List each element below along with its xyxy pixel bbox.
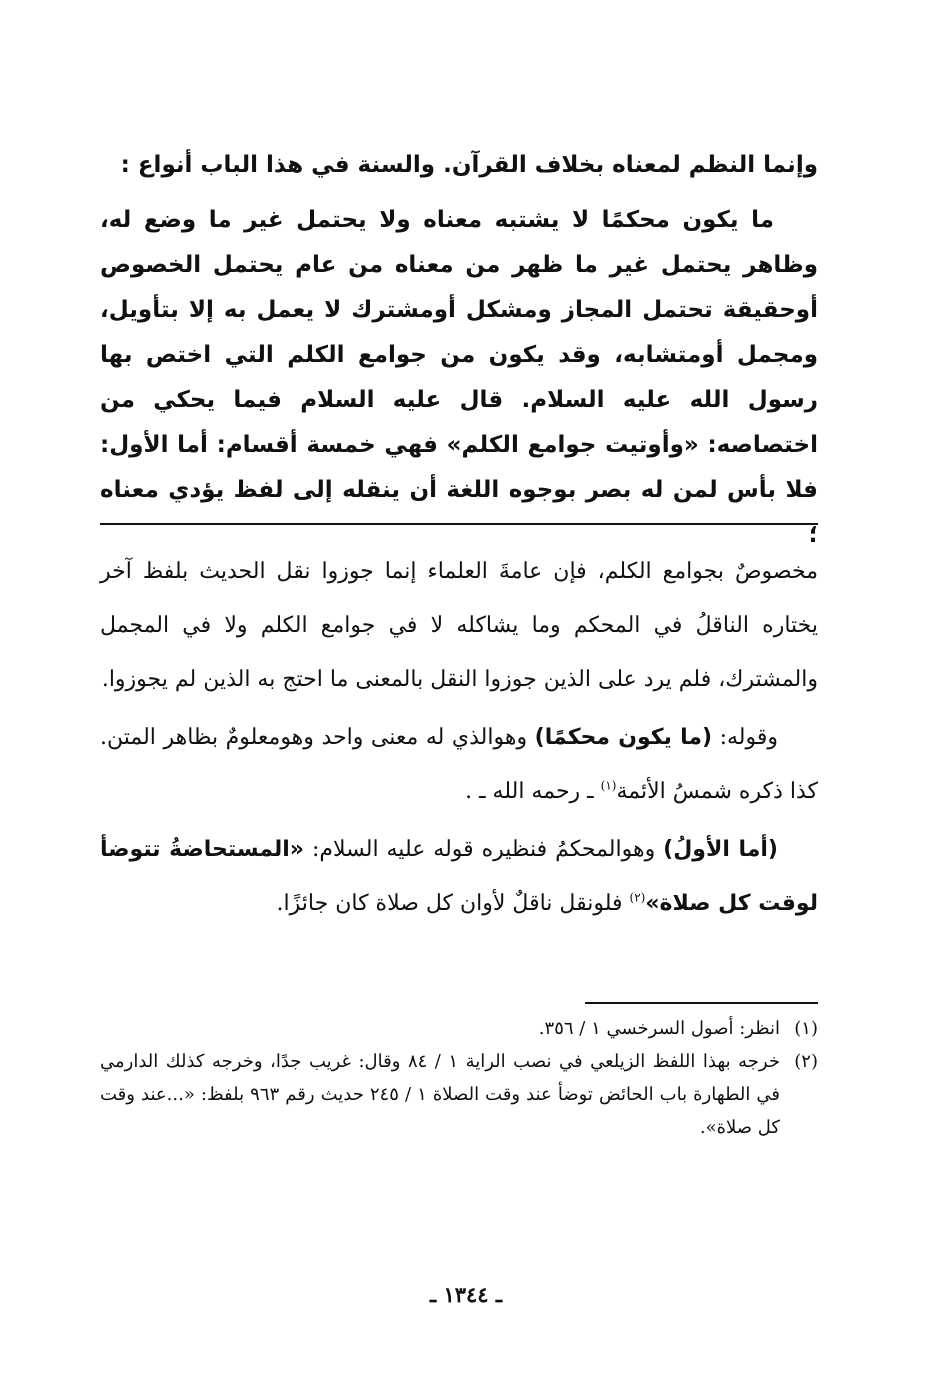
commentary-paragraph-2 — [100, 711, 818, 819]
commentary-p2-quote: (ما يكون محكمًا) — [534, 725, 713, 750]
commentary-p3-hadith: «المستحاضةُ تتوضأ لوقت كل صلاة» — [100, 837, 818, 916]
commentary-p3-mid: وهوالمحكمُ فنظيره قوله عليه السلام: — [311, 837, 656, 862]
footnote-number: (٢) — [794, 1051, 818, 1072]
page-number: ـ ١٣٤٤ ـ — [429, 1282, 503, 1307]
commentary-p2-pre: وقوله: — [719, 725, 778, 750]
footnote-ref-2[interactable]: (٢) — [629, 890, 646, 905]
footnote-number: (١) — [794, 1018, 818, 1039]
footnote-1 — [100, 1012, 818, 1045]
commentary-p2-post: ـ رحمه الله ـ . — [465, 779, 594, 804]
footnote-2 — [100, 1045, 818, 1144]
commentary-text — [100, 545, 818, 931]
commentary-paragraph-1: مخصوصٌ بجوامع الكلم، فإن عامةَ العلماء إنما جوزوا نقل الحديث بلفظ آخر يختاره الناقلُ في المحكم وما يشاكله لا في جوامع الكلم ولا في المجمل والمشترك، فلم يرد على الذين جوزوا النقل بالمعنى ما احتج به الذين لم يجوزوا. — [100, 559, 818, 692]
footnote-text: خرجه بهذا اللفظ الزيلعي في نصب الراية ١ / ٨٤ وقال: غريب جدًا، وخرجه كذلك الدارمي في الطهارة باب الحائض توضأ عند وقت الصلاة ١ / ٢٤٥ حديث رقم ٩٦٣ بلفظ: «...عند وقت كل صلاة». — [100, 1051, 780, 1138]
footnotes — [100, 1012, 818, 1144]
commentary-paragraph-3 — [100, 823, 818, 931]
text-separator-line — [100, 523, 818, 525]
footnote-ref-1[interactable]: (١) — [600, 778, 617, 793]
commentary-p3-post: فلونقل ناقلٌ لأوان كل صلاة كان جائزًا. — [276, 891, 623, 916]
footnote-separator-line — [585, 1002, 818, 1004]
main-paragraph-1: وإنما النظم لمعناه بخلاف القرآن. والسنة في هذا الباب أنواع : — [120, 152, 818, 178]
main-paragraph-2: ما يكون محكمًا لا يشتبه معناه ولا يحتمل غير ما وضع له، وظاهر يحتمل غير ما ظهر من معناه من عام يحتمل الخصوص أوحقيقة تحتمل المجاز ومشكل أومشترك لا يعمل به إلا بتأويل، ومجمل أومتشابه، وقد يكون من جوامع الكلم التي اختص بها رسول الله عليه السلام. قال عليه السلام فيما يحكي من اختصاصه: «وأوتيت جوامع الكلم» فهي خمسة أقسام: أما الأول: فلا بأس لمن له بصر بوجوه اللغة أن ينقله إلى لفظ يؤدي معناه ؛ — [100, 207, 818, 548]
commentary-p3-quote: (أما الأولُ) — [663, 837, 778, 862]
main-text — [100, 143, 818, 558]
commentary-p2-mid: وهوالذي له معنى واحد وهومعلومٌ بظاهر المتن. كذا ذكره شمسُ الأئمة — [100, 725, 818, 804]
footnote-text: انظر: أصول السرخسي ١ / ٣٥٦. — [538, 1018, 780, 1039]
